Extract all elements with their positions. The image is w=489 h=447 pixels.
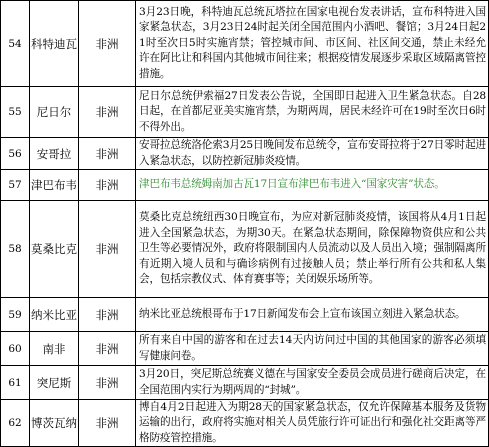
- row-number: 62: [1, 400, 30, 447]
- region-name: 非洲: [79, 332, 136, 366]
- row-number: 57: [1, 170, 30, 201]
- country-name: 莫桑比克: [30, 201, 79, 298]
- row-number: 56: [1, 138, 30, 170]
- country-name: 津巴布韦: [30, 170, 79, 201]
- row-number: 58: [1, 201, 30, 298]
- country-name: 尼日尔: [30, 87, 79, 138]
- measure-text: 博自4月2日起进入为期28天的国家紧急状态，仅允许保障基本服务及货物运输的出行，政府将实施对相关人员凭旅行许可证出行和强化社交距离等严格防疫管控措施。: [136, 400, 489, 447]
- measure-text: 所有来自中国的游客和在过去14天内访问过中国的其他国家的游客必须填写健康问卷。: [136, 332, 489, 366]
- table-row: [1, 1, 489, 87]
- country-name: 安哥拉: [30, 138, 79, 170]
- row-number: 61: [1, 366, 30, 400]
- measure-text: 3月23日晚，科特迪瓦总统瓦塔拉在国家电视台发表讲话，宣布科特进入国家紧急状态，3月23日24时起关闭全国范围内小酒吧、餐馆；3月24日起21时至次日5时实施宵禁；管控城市间、市区间、社区间交通，禁止未经允许在阿比让和科国内其他城市间往来；根据疫情发展逐步采取区域隔离管控措施。: [136, 1, 489, 87]
- measure-text: 津巴布韦总统姆南加古瓦17日宣布津巴布韦进入“国家灾害”状态。: [136, 170, 489, 201]
- row-number: 60: [1, 332, 30, 366]
- region-name: 非洲: [79, 1, 136, 87]
- table-row: [1, 87, 489, 138]
- country-name: 纳米比亚: [30, 298, 79, 332]
- row-number: 54: [1, 1, 30, 87]
- region-name: 非洲: [79, 170, 136, 201]
- table-row: [1, 170, 489, 201]
- country-name: 突尼斯: [30, 366, 79, 400]
- row-number: 55: [1, 87, 30, 138]
- region-name: 非洲: [79, 366, 136, 400]
- region-name: 非洲: [79, 298, 136, 332]
- region-name: 非洲: [79, 138, 136, 170]
- region-name: 非洲: [79, 400, 136, 447]
- row-number: 59: [1, 298, 30, 332]
- country-name: 南非: [30, 332, 79, 366]
- table-row: [1, 298, 489, 332]
- measure-text: 3月20日，突尼斯总统赛义德在与国家安全委员会成员进行磋商后决定，在全国范围内实行为期两周的“封城”。: [136, 366, 489, 400]
- measure-text: 莫桑比克总统纽西30日晚宣布，为应对新冠肺炎疫情，该国将从4月1日起进入全国紧急状态，为期30天。在紧急状态期间，除保障物资供应和公共卫生等必要情况外，政府将限制国内人员流动以及人员出入境；强制隔离所有近期入境人员和与确诊病例有过接触人员；禁止举行所有公共和私人集会，包括宗教仪式、体育赛事等；关闭娱乐场所等。: [136, 201, 489, 298]
- table-row: [1, 400, 489, 447]
- measure-text: 纳米比亚总统根哥布于17日新闻发布会上宣布该国立刻进入紧急状态。: [136, 298, 489, 332]
- table-row: [1, 332, 489, 366]
- measure-text: 安哥拉总统洛伦索3月25日晚间发布总统令，宣布安哥拉将于27日零时起进入紧急状态，以防控新冠肺炎疫情。: [136, 138, 489, 170]
- measure-text: 尼日尔总统伊索福27日发表公告说，全国即日起进入卫生紧急状态。自28日起，在首都尼亚美实施宵禁，为期两周，居民未经许可在19时至次日6时不得外出。: [136, 87, 489, 138]
- table-row: [1, 366, 489, 400]
- table-row: [1, 138, 489, 170]
- table-row: [1, 201, 489, 298]
- region-name: 非洲: [79, 201, 136, 298]
- country-name: 博茨瓦纳: [30, 400, 79, 447]
- country-name: 科特迪瓦: [30, 1, 79, 87]
- region-name: 非洲: [79, 87, 136, 138]
